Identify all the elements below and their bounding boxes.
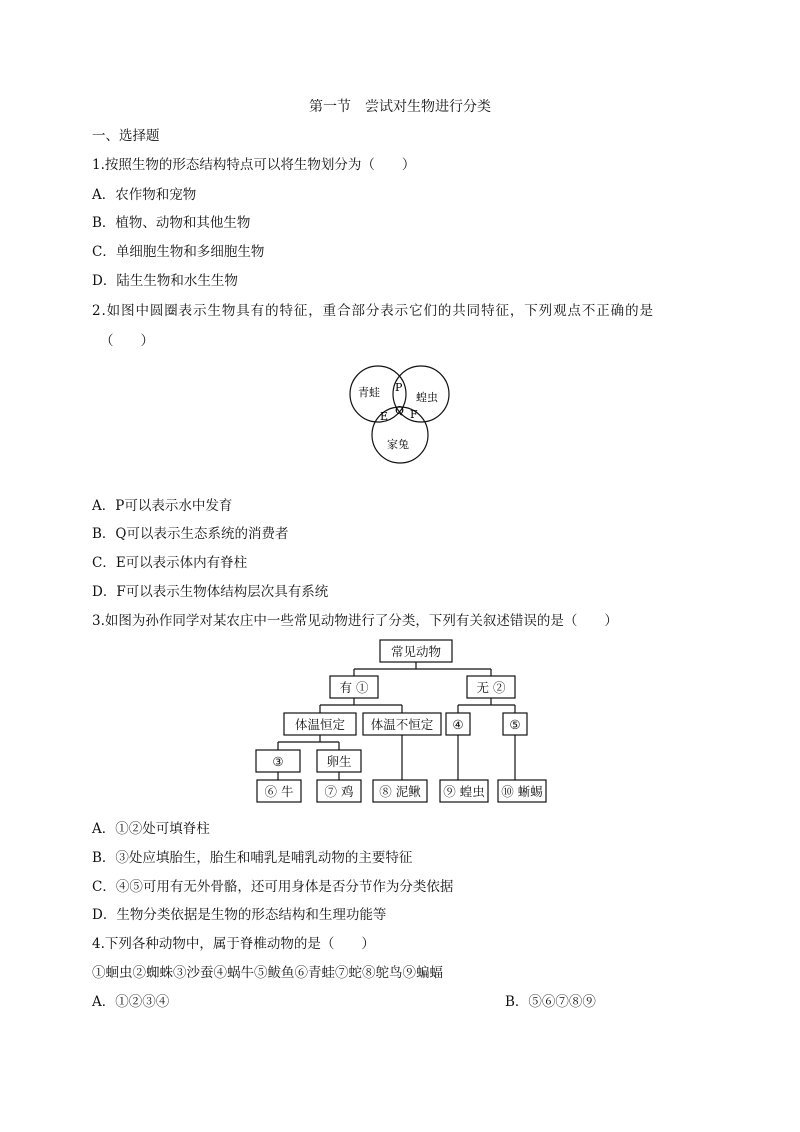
venn-label-e: E: [380, 410, 389, 423]
venn-label-locust: 蝗虫: [416, 391, 438, 404]
q2-option-c: C．E可以表示体内有脊柱: [92, 555, 248, 571]
tree-label-5: ⑤: [509, 717, 521, 732]
tree-label-cold: 体温不恒定: [370, 717, 434, 732]
venn-label-f: F: [410, 408, 418, 421]
q1-stem: 1.按照生物的形态结构特点可以将生物划分为（ ）: [92, 157, 416, 173]
tree-label-lizard: ⑩ 蜥蜴: [501, 784, 543, 799]
venn-label-q: Q: [395, 404, 405, 417]
q4-animal-list: ①蛔虫②蜘蛛③沙蚕④蜗牛⑤鲅鱼⑥青蛙⑦蛇⑧鸵鸟⑨蝙蝠: [92, 965, 443, 981]
q1-option-c: C．单细胞生物和多细胞生物: [92, 244, 265, 260]
tree-label-locust: ⑨ 蝗虫: [443, 784, 485, 799]
q3-stem: 3.如图为孙作同学对某农庄中一些常见动物进行了分类，下列有关叙述错误的是（ ）: [92, 613, 618, 629]
q3-option-d: D．生物分类依据是生物的形态结构和生理功能等: [92, 907, 387, 923]
tree-label-4: ④: [452, 717, 464, 732]
q4-option-a: A．①②③④: [92, 994, 170, 1010]
q1-option-a: A．农作物和宠物: [92, 187, 197, 203]
q2-option-a: A．P可以表示水中发育: [92, 498, 233, 514]
tree-label-root: 常见动物: [390, 644, 442, 659]
tree-label-warm: 体温恒定: [294, 717, 346, 732]
tree-label-oviparous: 卵生: [326, 754, 352, 769]
q4-stem: 4.下列各种动物中，属于脊椎动物的是（ ）: [92, 936, 375, 952]
q2-stem: 2.如图中圆圈表示生物具有的特征，重合部分表示它们的共同特征，下列观点不正确的是: [92, 303, 654, 319]
tree-label-none: 无 ②: [476, 680, 506, 695]
tree-label-has: 有 ①: [339, 680, 369, 695]
page-title: 第一节 尝试对生物进行分类: [309, 99, 491, 115]
q3-option-a: A．①②处可填脊柱: [92, 821, 210, 837]
tree-label-loach: ⑧ 泥鳅: [379, 784, 421, 799]
venn-label-p: P: [395, 381, 403, 394]
q2-stem-continuation: （ ）: [100, 333, 154, 349]
q3-option-b: B．③处应填胎生，胎生和哺乳是哺乳动物的主要特征: [92, 850, 413, 866]
section-heading: 一、选择题: [92, 128, 160, 144]
q2-option-d: D．F可以表示生物体结构层次具有系统: [92, 584, 329, 600]
q2-option-b: B．Q可以表示生态系统的消费者: [92, 526, 289, 542]
q3-option-c: C．④⑤可用有无外骨骼，还可用身体是否分节作为分类依据: [92, 879, 454, 895]
tree-label-3: ③: [272, 754, 284, 769]
q1-option-b: B．植物、动物和其他生物: [92, 215, 251, 231]
tree-label-cow: ⑥ 牛: [264, 784, 294, 799]
tree-label-chicken: ⑦ 鸡: [324, 784, 354, 799]
q1-option-d: D．陆生生物和水生生物: [92, 273, 238, 289]
venn-label-frog: 青蛙: [358, 386, 380, 399]
q4-option-b: B．⑤⑥⑦⑧⑨: [505, 994, 596, 1010]
venn-label-rabbit: 家兔: [387, 438, 409, 451]
